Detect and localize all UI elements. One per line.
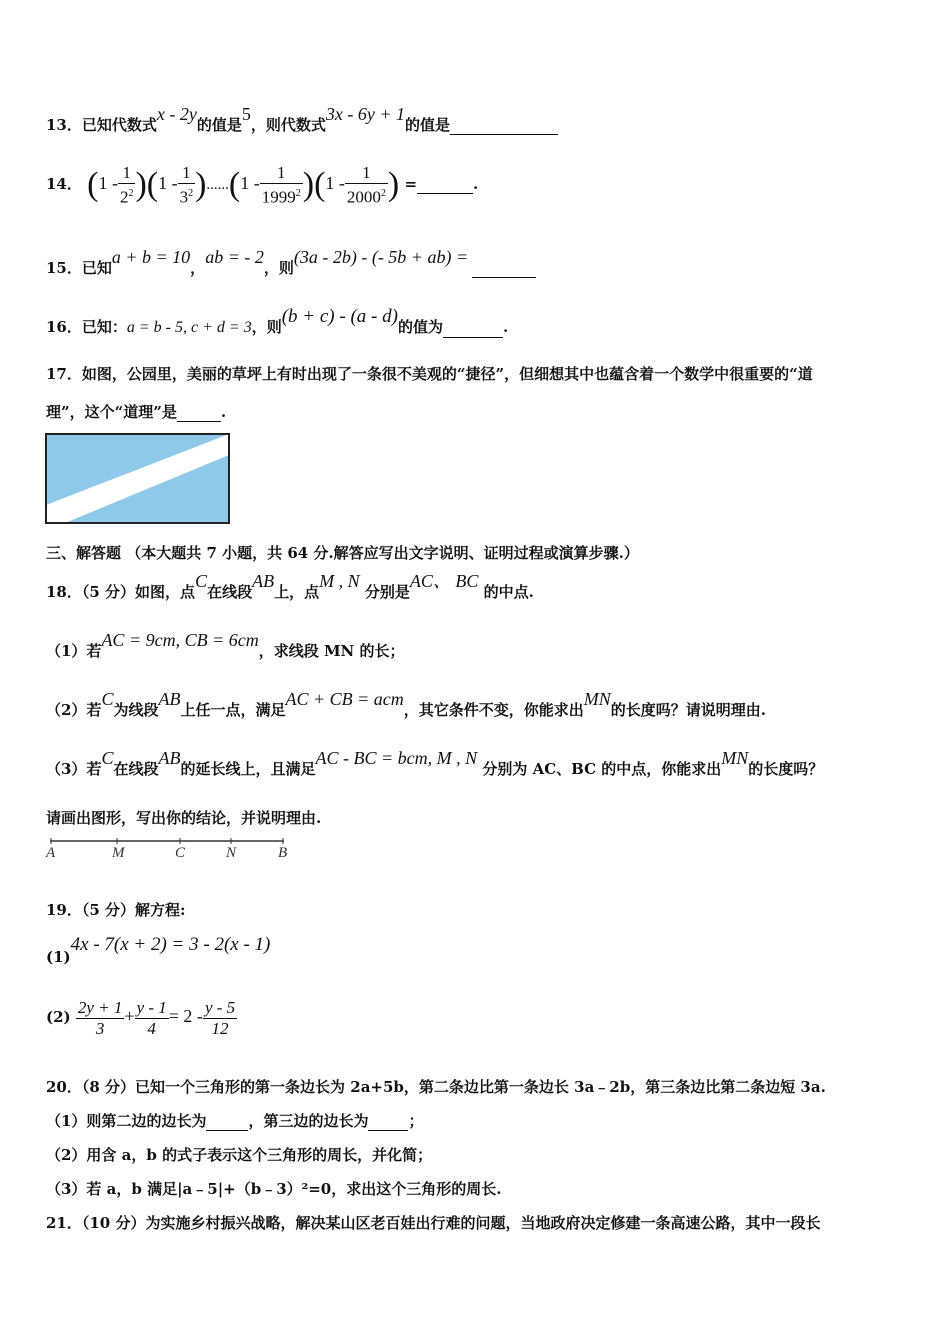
q18-resp: 分别是 [364, 583, 410, 601]
q20-part-2: （2）用含 a，b 的式子表示这个三角形的周长，并化简； [46, 1146, 433, 1164]
question-19: 19．（5 分）解方程: [46, 901, 186, 919]
question-17-line2 [46, 402, 226, 422]
question-21: 21．（10 分）为实施乡村振兴战略，解决某山区老百娃出行难的问题，当地政府决定修建一条高速公路，其中一段长 [46, 1214, 821, 1232]
q18-head: 18．（5 分）如图，点 [46, 583, 196, 601]
section-3-title: 三、解答题 （本大题共 7 小题，共 64 分.解答应写出文字说明、证明过程或演算步骤.） [46, 544, 639, 562]
q18-up: 上，点 [274, 583, 320, 601]
q16-tail2: . [502, 318, 509, 336]
q14-one-minus: 1 - [240, 173, 260, 193]
q14-tail: . [473, 175, 479, 193]
q18-part-1: （1）若AC = 9cm, CB = 6cm，求线段 MN 的长； [46, 630, 405, 660]
q16-prefix: 16．已知： [46, 318, 127, 336]
answer-blank[interactable] [443, 321, 503, 338]
q15-prefix: 15．已知 [46, 259, 112, 277]
q16-expr: (b + c) - (a - d) [281, 306, 398, 327]
q18-p3-cond: AC - BC = bcm, M , N [315, 748, 478, 768]
q14-fraction-3: $\frac{1}{1999^2}$ [261, 162, 301, 207]
q14-fraction-4: $\frac{1}{2000^2}$ [346, 162, 386, 207]
question-18 [46, 571, 534, 602]
question-17-line1: 17．如图，公园里，美丽的草坪上有时出现了一条很不美观的“捷径”，但细想其中也蕴含着一个数学中很重要的“道 [46, 365, 813, 383]
q14-fraction-2: $\frac{1}{3^2}$ [179, 162, 194, 207]
q13-mid1: 的值是 [196, 116, 242, 134]
question-16 [46, 306, 509, 338]
answer-blank[interactable] [450, 118, 558, 135]
q18-mid: 的中点. [483, 583, 534, 601]
q19-frac-3: $\frac{y - 5}{12}$ [204, 997, 236, 1038]
q18-p1-cond: AC = 9cm, CB = 6cm [101, 630, 259, 650]
q19-frac-2: $\frac{y - 1}{4}$ [136, 997, 167, 1038]
segment-label-m: M [112, 845, 125, 861]
lawn-figure [45, 433, 231, 525]
q18-segment-ab: AB [252, 571, 275, 591]
q18-points-mn: M , N [319, 571, 360, 591]
q17-text: 理”，这个“道理”是 [46, 403, 177, 421]
q13-prefix: 13．已知代数式 [46, 116, 157, 134]
q14-prefix: 14． [46, 175, 82, 193]
segment-label-b: B [278, 845, 288, 861]
q14-one-minus: 1 - [98, 173, 118, 193]
segment-figure [44, 832, 294, 862]
q18-part-2: （2）若C为线段AB上任一点，满足AC + CB = acm，其它条件不变，你能求出MN的长度吗？请说明理由. [46, 689, 767, 719]
q14-one-minus: 1 - [325, 173, 345, 193]
q14-fraction-1: $\frac{1}{2^2}$ [119, 162, 134, 207]
q13-mid2: ，则代数式 [250, 116, 326, 134]
question-15 [46, 247, 536, 278]
segment-label-c: C [175, 845, 186, 861]
q16-tail1: 的值为 [397, 318, 443, 336]
answer-blank[interactable] [472, 261, 536, 278]
answer-blank[interactable] [177, 405, 221, 422]
q14-dots: ...... [206, 177, 229, 193]
segment-label-a: A [46, 845, 56, 861]
q20-part-3: （3）若 a，b 满足|a﹣5|+（b﹣3）²=0，求出这个三角形的周长. [46, 1180, 502, 1198]
q20-part-1: （1）则第二边的边长为 ，第三边的边长为 ； [46, 1112, 424, 1130]
question-14: 14． (1 - $\frac{1}{2^2}$ )(1 - $\frac{1}{3^2}$ )......(1 - $\frac{1}{1999^2}$ )(1 - $\frac{1}{2000^2}$ ) = . [46, 162, 479, 207]
q19-equation-1: 4x - 7(x + 2) = 3 - 2(x - 1) [70, 934, 271, 955]
question-20: 20．（8 分）已知一个三角形的第一条边长为 2a+5b，第二条边比第一条边长 3a﹣2b，第三条边比第二条边短 3a. [46, 1078, 826, 1096]
q18-ac-bc: AC、 BC [409, 571, 479, 591]
question-13 [46, 104, 558, 135]
segment-label-n: N [226, 845, 237, 861]
q13-expr2: 3x - 6y + 1 [325, 104, 406, 124]
q18-part-3: （3）若C在线段AB的延长线上，且满足AC - BC = bcm, M , N 分别为 AC、BC 的中点，你能求出MN的长度吗？ [46, 748, 824, 778]
q15-expr: (3a - 2b) - (- 5b + ab) = [293, 247, 469, 267]
q19-part-1: (1)4x - 7(x + 2) = 3 - 2(x - 1) [46, 934, 271, 966]
q13-value: 5 [241, 104, 251, 124]
q18-p2-cond: AC + CB = acm [285, 689, 404, 709]
q13-expr1: x - 2y [156, 104, 197, 124]
q18-on: 在线段 [207, 583, 253, 601]
q15-sep: ， [190, 259, 206, 277]
q19-part-2: (2) $\frac{2y + 1}{3}$ + $\frac{y - 1}{4}$ = 2 - $\frac{y - 5}{12}$ [46, 997, 236, 1038]
q18-point-c: C [195, 571, 208, 591]
answer-blank[interactable] [417, 177, 473, 194]
q14-equals: = [404, 175, 418, 193]
q16-then: ，则 [251, 318, 282, 336]
q14-one-minus: 1 - [158, 173, 178, 193]
q16-cond: a = b - 5, c + d = 3 [126, 319, 252, 336]
q19-frac-1: $\frac{2y + 1}{3}$ [77, 997, 123, 1038]
answer-blank[interactable] [368, 1114, 408, 1131]
q15-cond2: ab = - 2 [205, 247, 264, 267]
q13-tail: 的值是 [405, 116, 451, 134]
q17-tail: . [220, 403, 227, 421]
answer-blank[interactable] [206, 1114, 248, 1131]
q15-then: ，则 [263, 259, 294, 277]
q18-part-3-line2: 请画出图形，写出你的结论，并说明理由. [46, 809, 322, 827]
q15-cond1: a + b = 10 [111, 247, 191, 267]
